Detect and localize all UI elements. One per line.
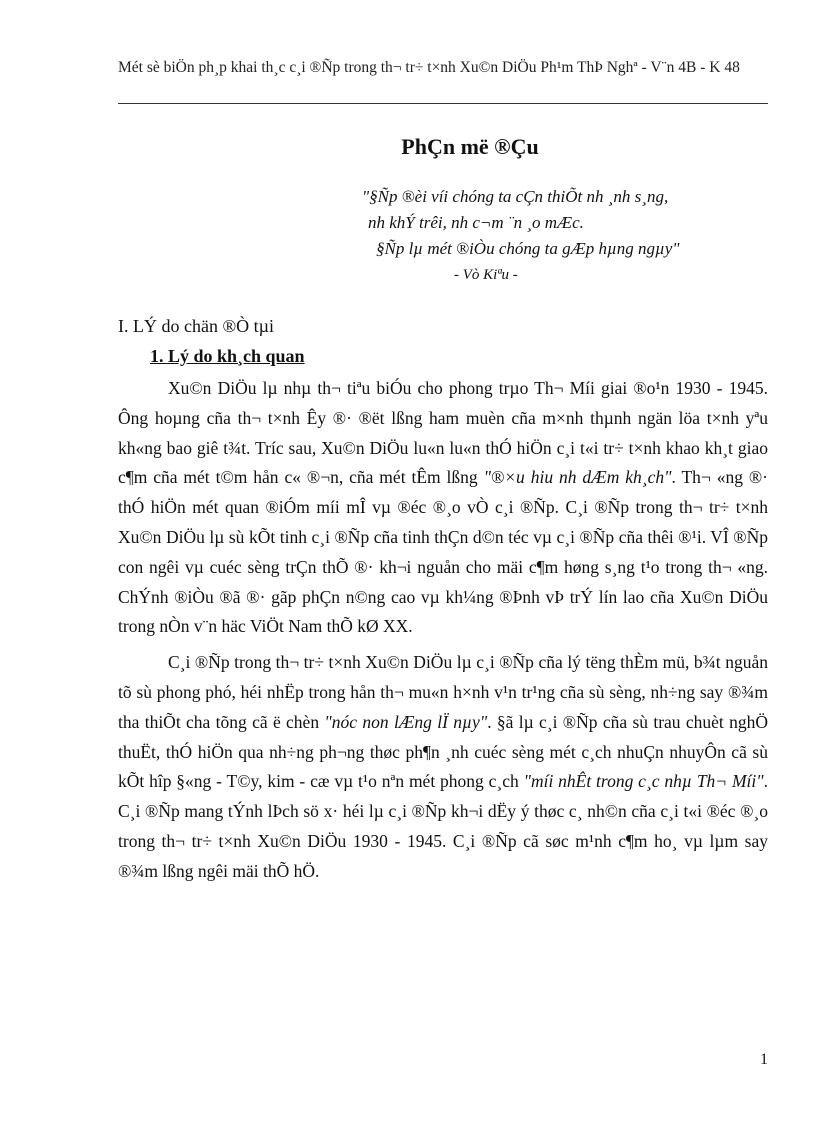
paragraph-2-text-b: . §ã lµ c¸i ®Ñp cña sù trau chuèt nghÖ thuËt, thÓ hiÖn qua nh÷ng ph¬ng thøc ph¶n ¸nh cuéc sèng mét c¸ch nhuÇn nhuyÔn cã sù kÕt hîp §«ng - T©y, kim - cæ vµ t¹o nªn mét phong c¸ch: [118, 711, 768, 792]
paragraph-1-quote: "®×u hiu nh dÆm kh¸ch": [483, 467, 672, 488]
page-title: PhÇn më ®Çu: [401, 134, 539, 159]
paragraph-1-text-a: Xu©n DiÖu lµ nhµ th¬ tiªu biÓu cho phong trµo Th¬ Míi giai ®o¹n 1930 - 1945. Ông hoµng cña th¬ t×nh Êy ®· ®ët lßng ham muèn cña m×nh thµnh ngän löa t×nh yªu kh«ng bao giê t¾t. Tríc sau, Xu©n DiÖu lu«n lu«n thÓ hiÖn c¸i t«i tr÷ t×nh khao kh¸t giao c¶m cña mét t©m hån c« ®¬n, cña mét tÊm lßng: [118, 378, 768, 488]
paragraph-2-text-c: . C¸i ®Ñp mang tÝnh lÞch sö x· héi lµ c¸i ®Ñp kh¬i dËy ý thøc c¸ nh©n cña c¸i t«i ®éc ®¸o trong th¬ tr÷ t×nh Xu©n DiÖu 1930 - 1945. C¸i ®Ñp cã søc m¹nh c¶m ho¸ vµ lµm say ®¾m lßng ngêi mäi thÕ hÖ.: [118, 771, 768, 881]
subsection-heading: 1. Lý do kh¸ch quan: [150, 346, 305, 366]
epigraph-author: - Vò Kiªu -: [454, 267, 518, 283]
epigraph-line-3: §Ñp lµ mét ®iÒu chóng ta gÆp hµng ngµy": [376, 239, 680, 258]
epigraph: [362, 184, 782, 288]
paragraph-2-quote-2: "míi nhÊt trong c¸c nhµ Th¬ Míi": [523, 771, 764, 792]
epigraph-line-2: nh khÝ trêi, nh c¬m ¨n ¸o mÆc.: [368, 213, 584, 232]
paragraph-1-text-b: . Th¬ «ng ®· thÓ hiÖn mét quan ®iÓm míi mÎ vµ ®éc ®¸o vÒ c¸i ®Ñp. C¸i ®Ñp trong th¬ tr÷ t×nh Xu©n DiÖu lµ sù kÕt tinh c¸i ®Ñp cña tinh thÇn d©n téc vµ c¸i ®Ñp cña thêi ®¹i. VÎ ®Ñp con ngêi vµ cuéc sèng trÇn thÕ ®· kh¬i nguån cho mäi c¶m høng s¸ng t¹o trong th¬ «ng. ChÝnh ®iÒu ®ã ®· gãp phÇn n©ng cao vµ kh¼ng ®Þnh vÞ trÝ lín lao cña Xu©n DiÖu trong nÒn v¨n häc ViÖt Nam thÕ kØ XX.: [118, 467, 768, 637]
paragraph-2-text-a: C¸i ®Ñp trong th¬ tr÷ t×nh Xu©n DiÖu lµ c¸i ®Ñp cña lý tëng thÈm mü, b¾t nguån tõ sù phong phó, héi nhËp trong hån th¬ mu«n h×nh v¹n tr¹ng cña sù sèng, nh÷ng say ®¾m tha thiÕt cha tõng cã ë chèn: [118, 652, 768, 732]
paragraph-2: [118, 648, 768, 886]
epigraph-line-1: "§Ñp ®èi víi chóng ta cÇn thiÕt nh ¸nh s¸ng,: [362, 187, 669, 206]
section-heading: I. LÝ do chän ®Ò tµi: [118, 316, 275, 336]
header-divider: [118, 103, 768, 104]
body-text: [118, 374, 768, 887]
running-header: Mét sè biÖn ph¸p khai th¸c c¸i ®Ñp trong th¬ tr÷ t×nh Xu©n DiÖu Ph¹m ThÞ Nghª - V¨n 4B - K 48: [118, 59, 740, 76]
paragraph-2-quote-1: "nóc non lÆng lÏ nµy": [324, 711, 488, 732]
paragraph-1: [118, 374, 768, 642]
page-number: 1: [760, 1051, 768, 1068]
